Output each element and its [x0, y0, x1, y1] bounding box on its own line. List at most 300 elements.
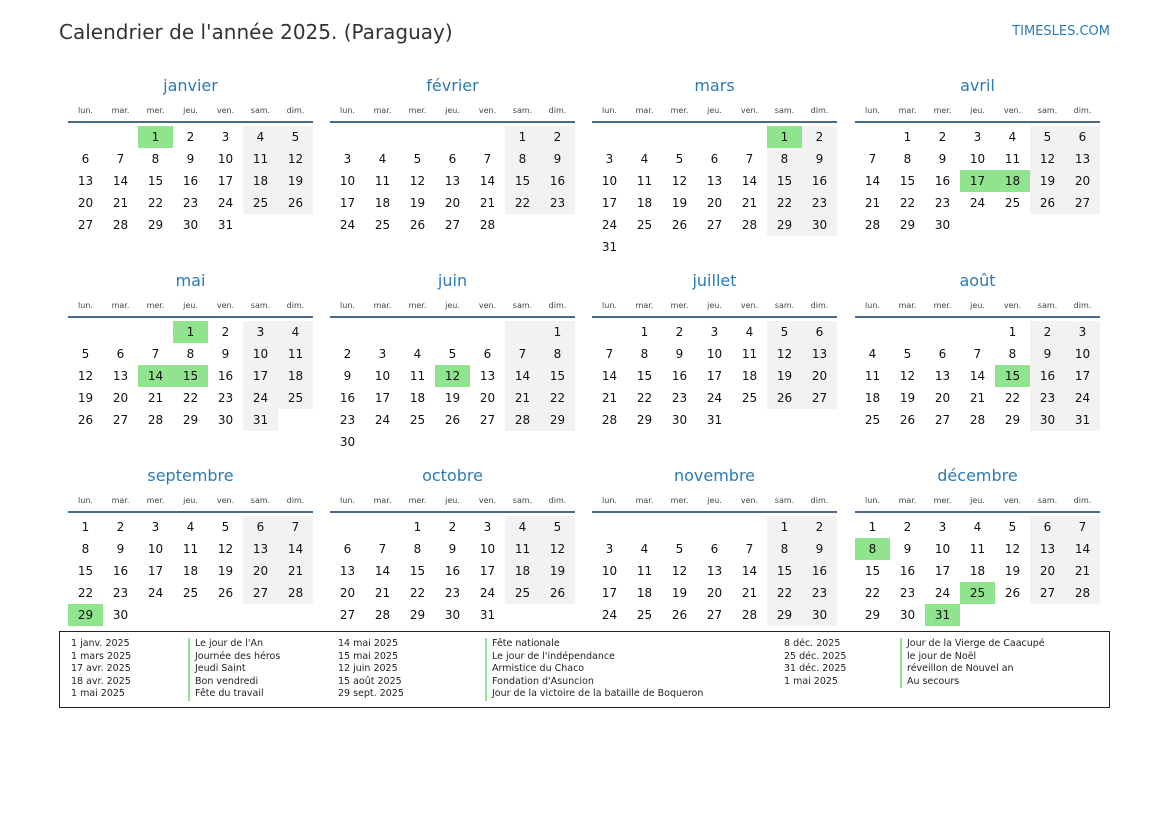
day-cell: 11 [864, 369, 881, 383]
day-cell-empty [138, 321, 173, 343]
month-name: octobre [422, 466, 483, 485]
day-cell-empty [330, 516, 365, 538]
day-cell: 26 [671, 218, 688, 232]
day-cell: 2 [1030, 321, 1065, 343]
day-cell: 14 [864, 174, 881, 188]
day-cell: 14 [374, 564, 391, 578]
weekday-label: jeu. [183, 105, 198, 115]
weekday-label: mar. [111, 300, 130, 310]
day-cell: 28 [601, 413, 618, 427]
weekday-label: mar. [635, 105, 654, 115]
page-title: Calendrier de l'année 2025. (Paraguay) [59, 20, 453, 44]
day-grid [855, 321, 1100, 431]
day-cell: 4 [413, 347, 422, 361]
day-cell: 26 [77, 413, 94, 427]
day-cell: 12 [899, 369, 916, 383]
day-cell: 8 [540, 343, 575, 365]
day-cell: 25 [278, 387, 313, 409]
weekday-header [68, 99, 313, 123]
day-cell: 6 [710, 542, 719, 556]
day-cell: 7 [278, 516, 313, 538]
weekday-header [592, 294, 837, 318]
legend-holiday: Journée des héros [188, 651, 280, 664]
day-cell: 11 [409, 369, 426, 383]
day-cell: 27 [77, 218, 94, 232]
day-cell: 12 [671, 174, 688, 188]
day-cell: 7 [1065, 516, 1100, 538]
day-cell-empty [470, 321, 505, 343]
day-cell: 2 [448, 520, 457, 534]
weekday-label: mer. [146, 105, 165, 115]
weekday-label: mar. [635, 300, 654, 310]
day-cell: 17 [374, 391, 391, 405]
day-cell: 16 [802, 560, 837, 582]
day-cell: 30 [444, 608, 461, 622]
day-cell: 3 [938, 520, 947, 534]
day-cell: 30 [802, 214, 837, 236]
day-cell-empty [960, 321, 995, 343]
day-cell: 12 [278, 148, 313, 170]
day-cell: 14 [479, 174, 496, 188]
day-cell: 3 [605, 152, 614, 166]
day-cell: 5 [675, 542, 684, 556]
day-cell: 9 [116, 542, 125, 556]
day-cell: 11 [1004, 152, 1021, 166]
day-cell: 17 [217, 174, 234, 188]
day-cell: 3 [221, 130, 230, 144]
day-cell: 31 [1065, 409, 1100, 431]
day-cell: 5 [448, 347, 457, 361]
day-cell: 5 [767, 321, 802, 343]
day-cell: 23 [339, 413, 356, 427]
legend-dates-3 [784, 638, 846, 688]
day-cell: 29 [864, 608, 881, 622]
legend-date: 12 juin 2025 [338, 663, 398, 674]
weekday-label: dim. [548, 105, 567, 115]
day-cell: 5 [1008, 520, 1017, 534]
day-cell: 2 [540, 126, 575, 148]
day-cell: 21 [374, 586, 391, 600]
day-cell-holiday: 1 [173, 321, 208, 343]
weekday-label: dim. [286, 300, 305, 310]
day-cell: 17 [1065, 365, 1100, 387]
day-cell: 27 [706, 608, 723, 622]
day-cell: 21 [741, 586, 758, 600]
weekday-label: dim. [286, 105, 305, 115]
day-cell: 13 [243, 538, 278, 560]
weekday-label: mar. [373, 300, 392, 310]
weekday-header [592, 489, 837, 513]
legend-date: 1 mars 2025 [71, 650, 132, 662]
day-cell: 16 [112, 564, 129, 578]
day-cell: 24 [374, 413, 391, 427]
day-cell: 25 [243, 192, 278, 214]
month-name: février [426, 76, 479, 95]
day-cell-holiday: 31 [925, 604, 960, 626]
weekday-label: dim. [1073, 300, 1092, 310]
day-cell: 15 [636, 369, 653, 383]
day-cell: 24 [479, 586, 496, 600]
day-cell: 8 [81, 542, 90, 556]
weekday-label: mer. [408, 495, 427, 505]
month-name: juillet [692, 271, 737, 290]
day-cell: 24 [147, 586, 164, 600]
day-cell: 2 [938, 130, 947, 144]
day-cell: 13 [77, 174, 94, 188]
day-cell: 8 [903, 152, 912, 166]
day-cell: 10 [339, 174, 356, 188]
month-8 [68, 463, 313, 626]
day-cell: 20 [243, 560, 278, 582]
day-cell-holiday: 17 [960, 170, 995, 192]
day-cell: 19 [278, 170, 313, 192]
day-cell: 20 [77, 196, 94, 210]
day-cell: 2 [802, 516, 837, 538]
day-cell-empty [505, 321, 540, 343]
day-cell: 29 [540, 409, 575, 431]
day-cell: 25 [636, 608, 653, 622]
weekday-label: dim. [810, 105, 829, 115]
day-cell: 11 [505, 538, 540, 560]
day-cell: 20 [934, 391, 951, 405]
day-cell: 6 [81, 152, 90, 166]
weekday-header [855, 99, 1100, 123]
day-cell: 9 [938, 152, 947, 166]
weekday-label: ven. [216, 300, 235, 310]
day-cell: 17 [147, 564, 164, 578]
day-cell: 8 [1008, 347, 1017, 361]
day-cell-holiday: 14 [138, 365, 173, 387]
day-cell: 14 [505, 365, 540, 387]
day-cell-empty [68, 126, 103, 148]
weekday-label: mar. [898, 495, 917, 505]
day-cell: 21 [864, 196, 881, 210]
day-cell: 25 [741, 391, 758, 405]
legend-dates-2 [338, 638, 404, 701]
day-cell: 21 [505, 387, 540, 409]
day-cell-empty [365, 321, 400, 343]
day-cell: 4 [505, 516, 540, 538]
day-cell: 9 [221, 347, 230, 361]
day-cell: 21 [147, 391, 164, 405]
weekday-label: sam. [1037, 495, 1058, 505]
legend-date: 17 avr. 2025 [71, 663, 131, 674]
weekday-label: ven. [478, 105, 497, 115]
day-cell-empty [365, 516, 400, 538]
day-cell: 18 [243, 170, 278, 192]
day-cell: 28 [969, 413, 986, 427]
month-name: mai [175, 271, 206, 290]
day-cell-empty [470, 126, 505, 148]
day-cell: 11 [741, 347, 758, 361]
legend-date: 1 mai 2025 [784, 675, 838, 687]
day-cell-holiday: 1 [138, 126, 173, 148]
weekday-label: jeu. [707, 495, 722, 505]
day-cell-holiday: 12 [435, 365, 470, 387]
day-grid [330, 321, 575, 453]
day-cell: 21 [112, 196, 129, 210]
day-grid [68, 516, 313, 626]
weekday-label: dim. [810, 495, 829, 505]
month-2 [592, 73, 837, 258]
weekday-label: jeu. [445, 300, 460, 310]
day-cell: 4 [186, 520, 195, 534]
day-cell: 27 [706, 218, 723, 232]
day-cell: 5 [221, 520, 230, 534]
weekday-label: mar. [898, 105, 917, 115]
day-cell: 21 [278, 560, 313, 582]
day-cell: 1 [767, 516, 802, 538]
weekday-label: mar. [373, 495, 392, 505]
weekday-label: ven. [1003, 105, 1022, 115]
weekday-label: sam. [250, 300, 271, 310]
day-cell: 23 [444, 586, 461, 600]
day-cell: 15 [767, 560, 802, 582]
day-cell: 13 [706, 564, 723, 578]
day-cell: 2 [903, 520, 912, 534]
day-cell: 25 [1004, 196, 1021, 210]
day-cell: 24 [1065, 387, 1100, 409]
day-cell: 13 [479, 369, 496, 383]
day-cell: 15 [505, 170, 540, 192]
day-cell: 10 [217, 152, 234, 166]
day-cell: 18 [741, 369, 758, 383]
month-name: décembre [937, 466, 1018, 485]
day-cell: 19 [767, 365, 802, 387]
day-cell: 16 [217, 369, 234, 383]
legend-date: 14 mai 2025 [338, 638, 399, 649]
day-cell: 23 [899, 586, 916, 600]
day-cell: 10 [601, 174, 618, 188]
day-cell: 30 [934, 218, 951, 232]
day-cell: 29 [636, 413, 653, 427]
day-cell: 30 [1030, 409, 1065, 431]
day-cell: 24 [339, 218, 356, 232]
day-cell: 20 [339, 586, 356, 600]
weekday-label: ven. [740, 105, 759, 115]
day-cell-empty [732, 516, 767, 538]
day-grid [855, 516, 1100, 626]
day-cell: 7 [868, 152, 877, 166]
legend-holiday: Armistice du Chaco [485, 663, 703, 676]
day-cell: 22 [636, 391, 653, 405]
day-cell: 30 [112, 608, 129, 622]
day-cell: 1 [903, 130, 912, 144]
weekday-label: dim. [1073, 495, 1092, 505]
day-cell: 11 [243, 148, 278, 170]
day-cell: 6 [483, 347, 492, 361]
weekday-label: lun. [78, 105, 93, 115]
weekday-label: jeu. [707, 300, 722, 310]
day-cell: 24 [243, 387, 278, 409]
day-cell-empty [627, 126, 662, 148]
day-cell: 8 [767, 538, 802, 560]
weekday-label: ven. [478, 300, 497, 310]
weekday-label: mer. [933, 495, 952, 505]
weekday-label: dim. [1073, 105, 1092, 115]
weekday-label: ven. [216, 105, 235, 115]
day-cell: 17 [243, 365, 278, 387]
day-cell: 14 [278, 538, 313, 560]
day-cell: 24 [969, 196, 986, 210]
weekday-label: mer. [670, 300, 689, 310]
day-cell-holiday: 15 [995, 365, 1030, 387]
day-cell: 30 [802, 604, 837, 626]
day-cell: 29 [147, 218, 164, 232]
day-cell: 5 [540, 516, 575, 538]
day-cell: 13 [934, 369, 951, 383]
weekday-label: sam. [250, 495, 271, 505]
day-cell: 17 [934, 564, 951, 578]
weekday-label: ven. [216, 495, 235, 505]
day-cell: 16 [444, 564, 461, 578]
day-cell: 3 [973, 130, 982, 144]
day-cell: 10 [601, 564, 618, 578]
day-cell: 11 [969, 542, 986, 556]
day-cell: 29 [409, 608, 426, 622]
day-cell: 3 [710, 325, 719, 339]
day-cell: 18 [636, 586, 653, 600]
day-cell: 2 [343, 347, 352, 361]
weekday-header [330, 99, 575, 123]
legend-holiday: Fête du travail [188, 688, 280, 701]
day-cell: 24 [217, 196, 234, 210]
site-link[interactable]: TIMESLES.COM [1012, 24, 1110, 39]
day-cell: 9 [186, 152, 195, 166]
day-cell-empty [68, 321, 103, 343]
day-cell: 23 [1030, 387, 1065, 409]
day-cell: 18 [636, 196, 653, 210]
weekday-label: jeu. [445, 495, 460, 505]
day-cell: 9 [903, 542, 912, 556]
weekday-label: mer. [146, 495, 165, 505]
month-name: novembre [673, 466, 756, 485]
day-cell-empty [890, 321, 925, 343]
month-name: août [959, 271, 996, 290]
day-cell: 28 [374, 608, 391, 622]
weekday-label: mer. [933, 300, 952, 310]
day-cell: 22 [767, 582, 802, 604]
day-cell: 6 [938, 347, 947, 361]
day-cell: 4 [640, 542, 649, 556]
day-cell-holiday: 29 [68, 604, 103, 626]
day-cell: 24 [934, 586, 951, 600]
day-cell: 16 [540, 170, 575, 192]
legend-holiday: Au secours [900, 676, 1045, 689]
weekday-header [68, 294, 313, 318]
weekday-label: lun. [340, 495, 355, 505]
day-cell: 12 [1004, 542, 1021, 556]
legend-holiday: Le jour de l'An [188, 638, 280, 651]
day-cell: 25 [505, 582, 540, 604]
day-cell: 6 [343, 542, 352, 556]
month-10 [592, 463, 837, 626]
day-cell: 7 [745, 542, 754, 556]
day-cell-empty [592, 321, 627, 343]
day-cell: 31 [243, 409, 278, 431]
day-cell: 16 [1030, 365, 1065, 387]
weekday-label: jeu. [183, 495, 198, 505]
day-cell: 13 [802, 343, 837, 365]
day-cell: 20 [802, 365, 837, 387]
legend-date: 15 août 2025 [338, 675, 402, 687]
day-cell: 28 [147, 413, 164, 427]
day-cell: 26 [671, 608, 688, 622]
day-cell: 14 [741, 564, 758, 578]
day-cell: 7 [505, 343, 540, 365]
day-cell: 25 [374, 218, 391, 232]
weekday-label: ven. [1003, 495, 1022, 505]
day-cell: 4 [278, 321, 313, 343]
day-cell: 31 [217, 218, 234, 232]
legend-date: 18 avr. 2025 [71, 675, 131, 687]
day-cell: 15 [77, 564, 94, 578]
day-cell: 27 [339, 608, 356, 622]
legend-holiday: Fête nationale [485, 638, 703, 651]
month-9 [330, 463, 575, 626]
day-cell: 7 [745, 152, 754, 166]
weekday-label: mar. [635, 495, 654, 505]
day-cell: 21 [479, 196, 496, 210]
day-cell: 7 [151, 347, 160, 361]
day-cell: 11 [182, 542, 199, 556]
day-cell: 9 [802, 538, 837, 560]
day-cell: 5 [81, 347, 90, 361]
weekday-label: lun. [78, 495, 93, 505]
weekday-label: jeu. [970, 495, 985, 505]
day-cell-empty [330, 126, 365, 148]
weekday-label: dim. [286, 495, 305, 505]
month-5 [330, 268, 575, 453]
day-cell: 28 [278, 582, 313, 604]
day-cell: 9 [448, 542, 457, 556]
day-cell: 6 [1065, 126, 1100, 148]
day-cell: 16 [339, 391, 356, 405]
legend-date: 1 mai 2025 [71, 688, 125, 699]
day-cell: 16 [182, 174, 199, 188]
weekday-label: mer. [933, 105, 952, 115]
day-cell: 3 [605, 542, 614, 556]
day-cell: 10 [1065, 343, 1100, 365]
day-cell: 5 [1030, 126, 1065, 148]
day-cell: 31 [479, 608, 496, 622]
day-cell-holiday: 18 [995, 170, 1030, 192]
day-cell: 19 [217, 564, 234, 578]
day-cell: 16 [899, 564, 916, 578]
day-cell: 10 [969, 152, 986, 166]
month-7 [855, 268, 1100, 431]
day-cell: 2 [802, 126, 837, 148]
day-cell: 19 [444, 391, 461, 405]
weekday-label: lun. [602, 105, 617, 115]
day-cell: 3 [343, 152, 352, 166]
day-cell: 22 [767, 192, 802, 214]
day-cell: 18 [864, 391, 881, 405]
legend-holiday: Jour de la Vierge de Caacupé [900, 638, 1045, 651]
day-cell: 9 [802, 148, 837, 170]
day-cell: 27 [444, 218, 461, 232]
day-cell: 10 [243, 343, 278, 365]
day-cell: 4 [243, 126, 278, 148]
legend-names-2 [485, 638, 703, 701]
day-cell: 5 [278, 126, 313, 148]
day-cell: 10 [479, 542, 496, 556]
day-cell: 9 [540, 148, 575, 170]
weekday-header [855, 294, 1100, 318]
weekday-header [592, 99, 837, 123]
day-cell: 22 [864, 586, 881, 600]
day-cell: 1 [505, 126, 540, 148]
